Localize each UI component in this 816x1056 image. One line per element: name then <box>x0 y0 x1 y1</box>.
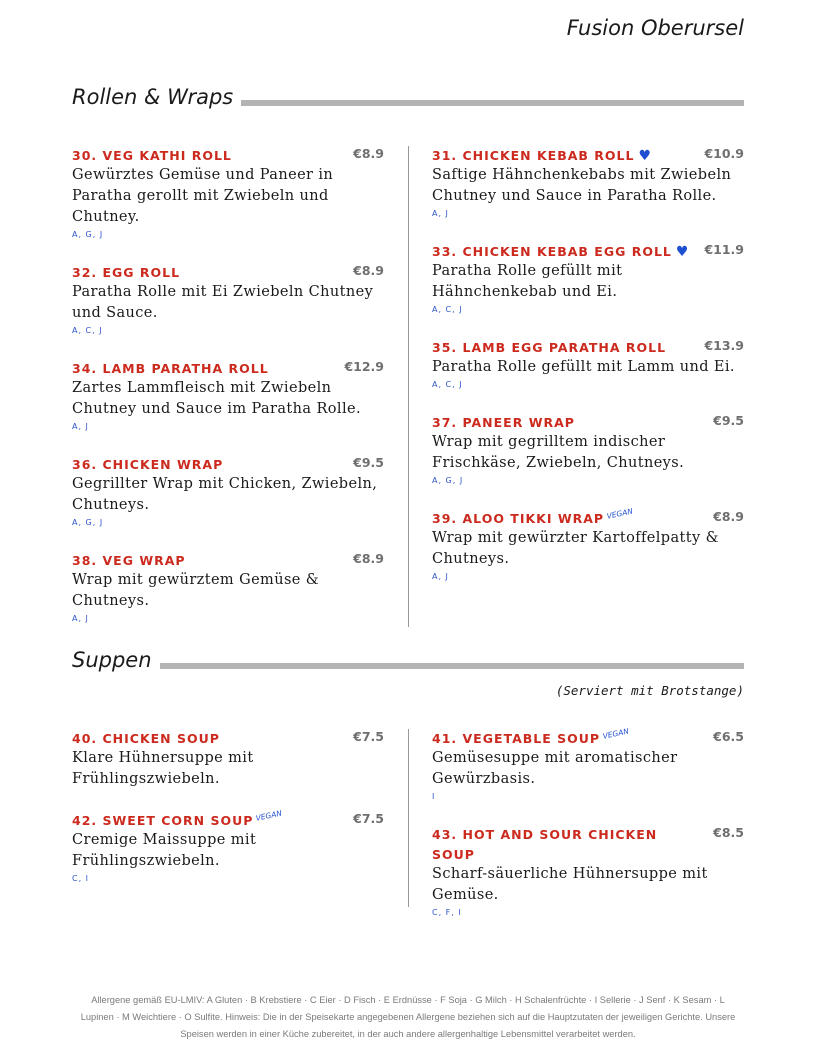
suppen-note: (Serviert mit Brotstange) <box>555 683 744 698</box>
menu-item-allergens: A, C, J <box>72 326 103 335</box>
menu-item-allergens: A, G, J <box>432 476 464 485</box>
menu-item-allergens: A, C, J <box>432 380 463 389</box>
menu-item-allergens: A, J <box>432 209 449 218</box>
vegan-badge: VEGAN <box>606 506 634 521</box>
menu-item-price: €13.9 <box>704 338 744 353</box>
menu-item-header <box>72 454 384 474</box>
menu-item-header <box>72 262 384 282</box>
menu-item-description: Wrap mit gegrilltem indischer Frischkäse, Zwiebeln, Chutneys. <box>432 434 685 471</box>
menu-item-name: 33. CHICKEN KEBAB EGG ROLL <box>432 244 672 259</box>
menu-item-price: €7.5 <box>353 811 384 826</box>
column-divider <box>408 729 409 907</box>
menu-item-price: €10.9 <box>704 146 744 161</box>
menu-item <box>72 810 384 886</box>
menu-item <box>72 145 384 242</box>
menu-item-allergens: C, F, I <box>432 908 462 917</box>
menu-item-allergens: A, J <box>432 572 449 581</box>
menu-item-allergens: A, G, J <box>72 518 104 527</box>
menu-item-description: Saftige Hähnchenkebabs mit Zwiebeln Chutney und Sauce in Paratha Rolle. <box>432 167 732 204</box>
column-divider <box>408 146 409 627</box>
menu-item-header <box>432 241 744 261</box>
menu-item-header <box>72 358 384 378</box>
menu-item <box>72 262 384 338</box>
menu-item <box>432 412 744 488</box>
menu-item-price: €8.9 <box>353 551 384 566</box>
menu-item-header <box>432 824 744 864</box>
menu-item-header <box>72 810 384 830</box>
menu-item <box>432 337 744 392</box>
menu-item-price: €11.9 <box>704 242 744 257</box>
menu-item-name: 43. HOT AND SOUR CHICKEN SOUP <box>432 827 658 862</box>
menu-item-header <box>432 728 744 748</box>
menu-item-header <box>72 550 384 570</box>
section-title-rollen: Rollen & Wraps <box>72 84 241 110</box>
section-header-rollen <box>72 82 744 110</box>
menu-item-description: Paratha Rolle gefüllt mit Hähnchenkebab und Ei. <box>432 263 623 300</box>
menu-item-header <box>72 145 384 165</box>
menu-item-header <box>72 728 384 748</box>
section-divider-bar <box>232 100 744 106</box>
menu-item <box>432 728 744 804</box>
vegan-badge: VEGAN <box>601 726 630 741</box>
menu-item <box>432 145 744 221</box>
menu-item-name: 39. ALOO TIKKI WRAP <box>432 511 605 526</box>
menu-item-description: Scharf-säuerliche Hühnersuppe mit Gemüse. <box>432 866 708 903</box>
menu-item-description: Cremige Maissuppe mit Frühlingszwiebeln. <box>72 832 257 869</box>
menu-item <box>432 241 744 317</box>
menu-item-price: €12.9 <box>344 359 384 374</box>
menu-item-allergens: A, C, J <box>432 305 463 314</box>
menu-item-header <box>432 412 744 432</box>
section-title-suppen: Suppen <box>72 647 160 673</box>
menu-item <box>72 550 384 626</box>
menu-item-allergens: A, J <box>72 422 89 431</box>
menu-item-header <box>432 508 744 528</box>
menu-item-description: Paratha Rolle gefüllt mit Lamm und Ei. <box>432 359 735 375</box>
menu-item-name: 38. VEG WRAP <box>72 553 186 568</box>
menu-item-name: 32. EGG ROLL <box>72 265 181 280</box>
menu-item-name: 40. CHICKEN SOUP <box>72 731 220 746</box>
menu-item-name: 34. LAMB PARATHA ROLL <box>72 361 269 376</box>
menu-item-name: 36. CHICKEN WRAP <box>72 457 224 472</box>
menu-item-description: Wrap mit gewürzter Kartoffelpatty & Chutneys. <box>432 530 719 567</box>
menu-item-name: 35. LAMB EGG PARATHA ROLL <box>432 340 667 355</box>
menu-item-price: €6.5 <box>713 729 744 744</box>
rollen-left-column <box>72 145 384 646</box>
heart-icon: ♥ <box>675 244 689 260</box>
menu-item-header <box>432 337 744 357</box>
menu-item-price: €9.5 <box>713 413 744 428</box>
menu-item-price: €8.5 <box>713 825 744 840</box>
restaurant-name: Fusion Oberursel <box>566 16 744 40</box>
menu-item-allergens: C, I <box>72 874 90 883</box>
menu-item-name: 30. VEG KATHI ROLL <box>72 148 232 163</box>
menu-item <box>72 728 384 790</box>
menu-item-allergens: A, J <box>72 614 89 623</box>
menu-item <box>432 508 744 584</box>
menu-item-name: 42. SWEET CORN SOUP <box>72 813 254 828</box>
menu-item-allergens: A, G, J <box>72 230 104 239</box>
menu-item-description: Gemüsesuppe mit aromatischer Gewürzbasis. <box>432 750 678 787</box>
menu-item-allergens: I <box>432 792 436 801</box>
menu-item-header <box>432 145 744 165</box>
menu-item-price: €7.5 <box>353 729 384 744</box>
menu-item-name: 41. VEGETABLE SOUP <box>432 731 601 746</box>
menu-item-price: €8.9 <box>353 146 384 161</box>
menu-item-description: Gegrillter Wrap mit Chicken, Zwiebeln, Chutneys. <box>72 476 378 513</box>
menu-item-name: 31. CHICKEN KEBAB ROLL <box>432 148 635 163</box>
heart-icon: ♥ <box>638 148 652 164</box>
menu-item-description: Klare Hühnersuppe mit Frühlingszwiebeln. <box>72 750 254 787</box>
suppen-right-column <box>432 728 744 940</box>
menu-item <box>72 454 384 530</box>
menu-item-description: Paratha Rolle mit Ei Zwiebeln Chutney und Sauce. <box>72 284 374 321</box>
menu-item-price: €9.5 <box>353 455 384 470</box>
vegan-badge: VEGAN <box>255 808 284 823</box>
suppen-left-column <box>72 728 384 906</box>
menu-item-name: 37. PANEER WRAP <box>432 415 575 430</box>
menu-item-description: Wrap mit gewürztem Gemüse & Chutneys. <box>72 572 320 609</box>
menu-item <box>432 824 744 920</box>
rollen-right-column <box>432 145 744 604</box>
section-divider-bar <box>148 663 744 669</box>
menu-item <box>72 358 384 434</box>
section-header-suppen <box>72 645 744 673</box>
menu-item-description: Gewürztes Gemüse und Paneer in Paratha gerollt mit Zwiebeln und Chutney. <box>72 167 334 225</box>
menu-item-price: €8.9 <box>353 263 384 278</box>
menu-item-description: Zartes Lammfleisch mit Zwiebeln Chutney und Sauce im Paratha Rolle. <box>72 380 361 417</box>
menu-item-price: €8.9 <box>713 509 744 524</box>
allergen-footer: Allergene gemäß EU-LMIV: A Gluten · B Krebstiere · C Eier · D Fisch · E Erdnüsse · F Soja · G Milch · H Schalenfrüchte · I Sellerie · J Senf · K Sesam · L Lupinen · M Weichtiere · O Sulfite. Hinweis: Die in der Speisekarte angegebenen Allergene beziehen sich auf die Hauptzutaten der jeweiligen Gerichte. Unsere Speisen werden in einer Küche zubereitet, in der auch andere allergenhaltige Lebensmittel verarbeitet werden. <box>80 995 736 1039</box>
